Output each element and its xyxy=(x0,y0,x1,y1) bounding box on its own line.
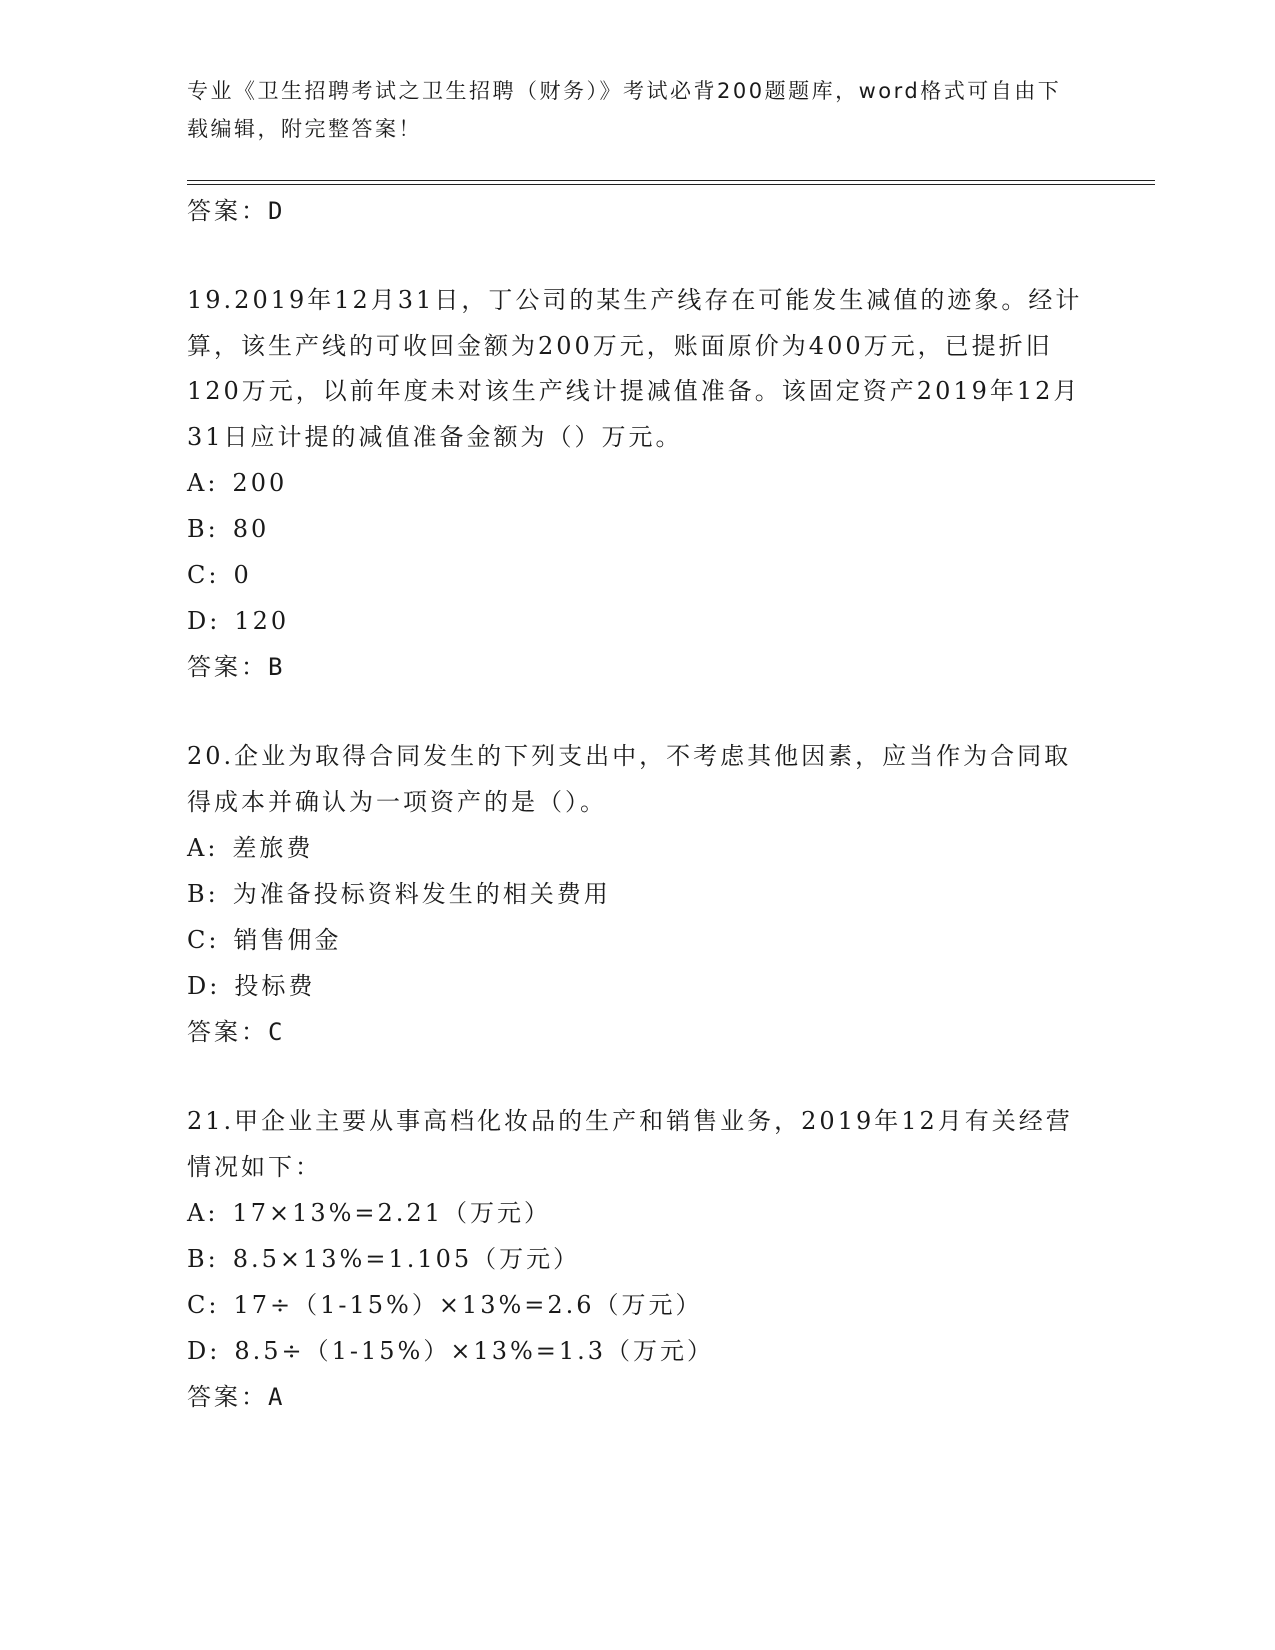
option-text: 8.5÷（1-15%）×13%=1.3（万元） xyxy=(234,1337,715,1365)
option-letter: A: xyxy=(187,1199,219,1227)
option-text: 8.5×13%=1.105（万元） xyxy=(232,1245,581,1273)
option-text: 差旅费 xyxy=(232,834,314,862)
option-c xyxy=(187,917,1087,963)
question-answer xyxy=(187,1009,1087,1055)
option-text: 销售佣金 xyxy=(233,926,342,954)
option-letter: C: xyxy=(187,926,220,954)
option-letter: C: xyxy=(187,1291,220,1319)
question-19 xyxy=(187,278,1087,690)
option-text: 17×13%=2.21（万元） xyxy=(232,1199,551,1227)
answer-value: B xyxy=(268,653,286,681)
document-header xyxy=(187,72,1067,148)
header-divider-bottom xyxy=(187,184,1155,185)
answer-value: A xyxy=(268,1383,286,1411)
option-a xyxy=(187,1190,1087,1236)
question-stem: 20.企业为取得合同发生的下列支出中，不考虑其他因素，应当作为合同取得成本并确认为一项资产的是（）。 xyxy=(187,742,1072,816)
answer-label: 答案： xyxy=(187,197,268,225)
option-letter: D: xyxy=(187,1337,221,1365)
answer-label: 答案： xyxy=(187,1383,268,1411)
question-21 xyxy=(187,1099,1087,1420)
option-letter: B: xyxy=(187,880,219,908)
answer-label: 答案： xyxy=(187,653,268,681)
option-letter: A: xyxy=(187,834,219,862)
question-20 xyxy=(187,734,1087,1055)
header-title: 专业《卫生招聘考试之卫生招聘（财务）》考试必背200题题库，word格式可自由下载编辑，附完整答案！ xyxy=(187,79,1062,141)
option-letter: C: xyxy=(187,561,220,589)
option-letter: D: xyxy=(187,972,221,1000)
option-d xyxy=(187,1328,1087,1374)
option-text: 为准备投标资料发生的相关费用 xyxy=(232,880,611,908)
answer-value: C xyxy=(268,1018,286,1046)
question-stem: 19.2019年12月31日，丁公司的某生产线存在可能发生减值的迹象。经计算，该生产线的可收回金额为200万元，账面原价为400万元，已提折旧120万元，以前年度未对该生产线计提减值准备。该固定资产2019年12月31日应计提的减值准备金额为（）万元。 xyxy=(187,286,1083,451)
header-divider-top xyxy=(187,180,1155,181)
question-list xyxy=(187,188,1087,1420)
option-b xyxy=(187,1236,1087,1282)
question-stem: 21.甲企业主要从事高档化妆品的生产和销售业务，2019年12月有关经营情况如下： xyxy=(187,1107,1073,1181)
option-text: 120 xyxy=(234,607,290,635)
option-b xyxy=(187,506,1087,552)
option-text: 17÷（1-15%）×13%=2.6（万元） xyxy=(233,1291,703,1319)
option-letter: A: xyxy=(187,469,219,497)
question-answer xyxy=(187,644,1087,690)
option-b xyxy=(187,871,1087,917)
option-d xyxy=(187,598,1087,644)
option-c xyxy=(187,1282,1087,1328)
option-a xyxy=(187,460,1087,506)
option-letter: B: xyxy=(187,515,219,543)
option-d xyxy=(187,963,1087,1009)
answer-value: D xyxy=(268,197,286,225)
previous-answer xyxy=(187,188,1087,234)
option-letter: B: xyxy=(187,1245,219,1273)
option-text: 200 xyxy=(232,469,288,497)
option-text: 投标费 xyxy=(234,972,316,1000)
option-letter: D: xyxy=(187,607,221,635)
option-a xyxy=(187,825,1087,871)
answer-label: 答案： xyxy=(187,1018,268,1046)
question-answer xyxy=(187,1374,1087,1420)
option-text: 0 xyxy=(233,561,252,589)
option-text: 80 xyxy=(232,515,270,543)
option-c xyxy=(187,552,1087,598)
